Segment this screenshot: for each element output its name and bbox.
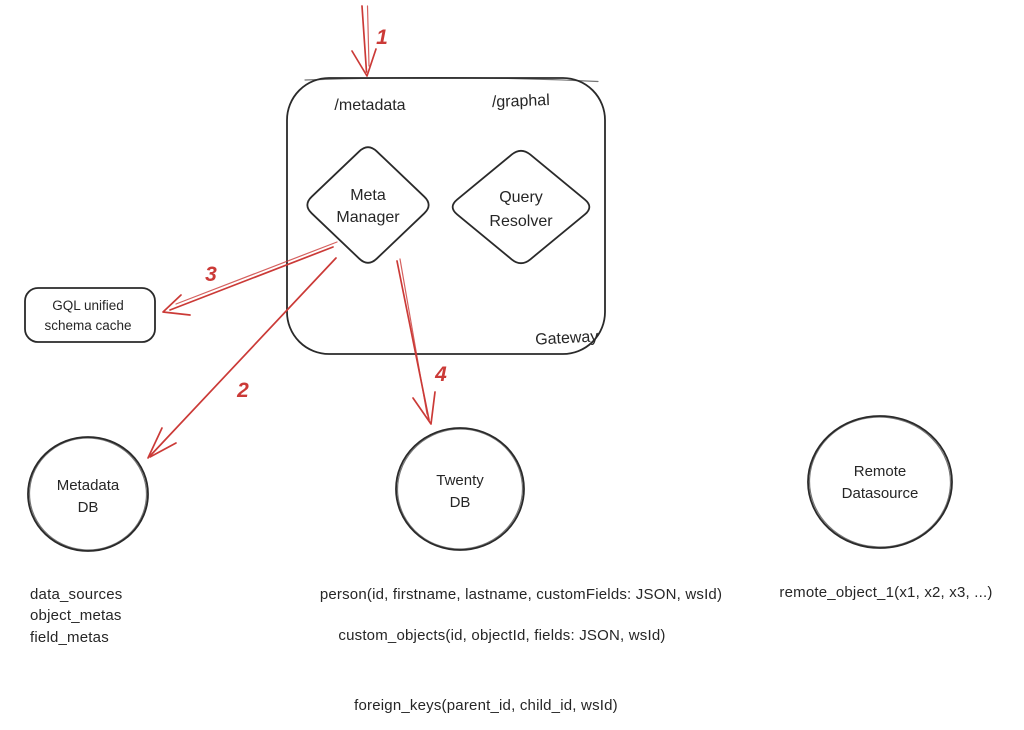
gateway-box — [287, 78, 605, 354]
twenty-db-tables — [320, 586, 722, 714]
arrow-1-head — [352, 49, 376, 76]
arrow-3-label: 3 — [205, 263, 217, 286]
metadata-db-circle-sketch — [26, 434, 151, 554]
metadata-db-node — [26, 434, 151, 554]
meta-manager-node — [307, 147, 428, 263]
arrow-4 — [397, 259, 447, 424]
remote-object-table: remote_object_1(x1, x2, x3, ...) — [779, 584, 993, 601]
gateway-label: Gateway — [534, 328, 599, 349]
twenty-db-circle-sketch — [393, 425, 526, 553]
query-resolver-label-line1: Query — [499, 189, 543, 206]
schema-cache-label-line1: GQL unified — [52, 298, 124, 313]
arrow-3-head — [163, 295, 190, 315]
metadata-db-label-line2: DB — [77, 499, 99, 516]
metadata-db-table-0: data_sources — [30, 586, 123, 603]
gateway-box-outline — [287, 78, 605, 354]
twenty-db-table-person: person(id, firstname, lastname, customFields: JSON, wsId) — [319, 586, 723, 603]
remote-datasource-node — [806, 413, 954, 550]
arrow-3-shaft — [170, 247, 333, 310]
metadata-db-table-1: object_metas — [30, 607, 122, 624]
query-resolver-diamond — [453, 151, 590, 263]
arrow-2-shaft — [150, 258, 336, 456]
arrow-1-label: 1 — [376, 26, 388, 49]
arrow-4-shaft-sketch — [400, 259, 427, 414]
metadata-db-table-2: field_metas — [30, 629, 109, 646]
meta-manager-label-line2: Manager — [336, 209, 400, 226]
metadata-db-label-line1: Metadata — [56, 477, 120, 494]
arrow-4-label: 4 — [435, 363, 447, 386]
remote-datasource-label-line2: Datasource — [841, 485, 919, 502]
remote-datasource-circle-sketch — [806, 413, 954, 550]
arrow-2 — [148, 258, 336, 458]
route-metadata-label: /metadata — [334, 97, 406, 114]
twenty-db-table-custom-objects: custom_objects(id, objectId, fields: JSON, wsId) — [338, 627, 666, 644]
route-graphql-label: /graphal — [491, 91, 551, 112]
arrow-2-label: 2 — [237, 379, 249, 402]
query-resolver-label-line2: Resolver — [489, 213, 553, 230]
twenty-db-label-line1: Twenty — [436, 472, 484, 489]
schema-cache-node — [25, 288, 155, 342]
schema-cache-outline — [25, 288, 155, 342]
arrow-3-shaft-sketch — [176, 242, 337, 304]
remote-datasource-tables — [779, 584, 992, 601]
query-resolver-node — [453, 151, 590, 263]
arrow-1 — [352, 6, 388, 76]
arrow-1-shaft — [362, 6, 367, 72]
metadata-db-tables — [30, 586, 122, 646]
meta-manager-diamond — [307, 147, 428, 263]
twenty-db-node — [393, 425, 526, 553]
arrow-1-shaft-sketch — [368, 6, 370, 66]
schema-cache-label-line2: schema cache — [44, 318, 132, 333]
twenty-db-table-foreign-keys: foreign_keys(parent_id, child_id, wsId) — [354, 697, 618, 714]
twenty-db-label-line2: DB — [449, 494, 471, 511]
remote-datasource-label-line1: Remote — [853, 463, 907, 480]
arrow-3 — [163, 242, 337, 315]
meta-manager-label-line1: Meta — [350, 187, 386, 204]
